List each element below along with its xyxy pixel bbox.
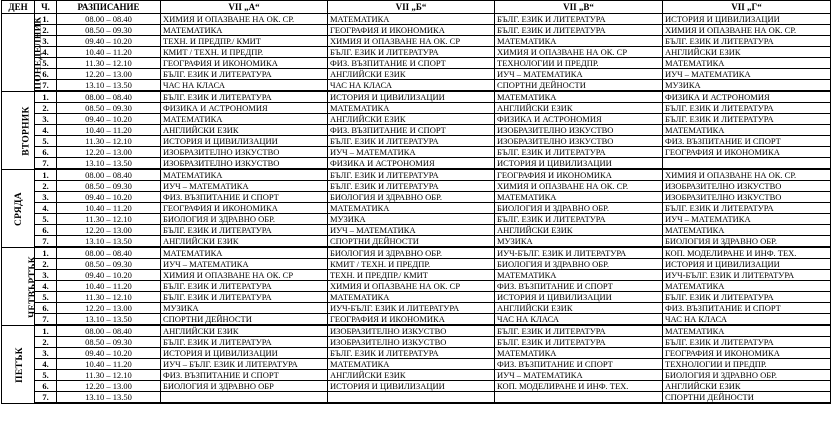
period-time: 09.40 – 10.20 <box>57 270 161 281</box>
day-label: СРЯДА <box>13 191 24 226</box>
subject-cell-a: СПОРТНИ ДЕЙНОСТИ <box>161 314 328 326</box>
period-number: 5. <box>35 58 57 69</box>
period-number: 6. <box>35 147 57 158</box>
table-row <box>2 270 831 281</box>
subject-cell-d: БЪЛГ. ЕЗИК И ЛИТЕРАТУРА <box>663 203 831 214</box>
subject-cell-c: ИСТОРИЯ И ЦИВИЛИЗАЦИИ <box>495 158 663 170</box>
subject-cell-a: ИСТОРИЯ И ЦИВИЛИЗАЦИИ <box>161 136 328 147</box>
period-number: 6. <box>35 381 57 392</box>
subject-cell-c: ХИМИЯ И ОПАЗВАНЕ НА ОК. СР. <box>495 181 663 192</box>
subject-cell-d: АНГЛИЙСКИ ЕЗИК <box>663 381 831 392</box>
subject-cell-d: МУЗИКА <box>663 80 831 92</box>
header-row <box>2 1 831 14</box>
period-time: 13.10 – 13.50 <box>57 392 161 404</box>
period-number: 1. <box>35 247 57 259</box>
subject-cell-c: ГЕОГРАФИЯ И ИКОНОМИКА <box>495 169 663 181</box>
table-row <box>2 325 831 337</box>
table-row <box>2 25 831 36</box>
period-number: 6. <box>35 69 57 80</box>
subject-cell-c: БЪЛГ. ЕЗИК И ЛИТЕРАТУРА <box>495 325 663 337</box>
period-number: 7. <box>35 80 57 92</box>
period-time: 12.20 – 13.00 <box>57 381 161 392</box>
period-number: 3. <box>35 348 57 359</box>
period-time: 13.10 – 13.50 <box>57 158 161 170</box>
period-time: 09.40 – 10.20 <box>57 192 161 203</box>
header-class-b: VII „Б“ <box>328 1 495 14</box>
subject-cell-a: МАТЕМАТИКА <box>161 114 328 125</box>
subject-cell-c: ТЕХНОЛОГИИ И ПРЕДПР. <box>495 58 663 69</box>
period-number: 5. <box>35 214 57 225</box>
subject-cell-b: БЪЛГ. ЕЗИК И ЛИТЕРАТУРА <box>328 136 495 147</box>
header-time: РАЗПИСАНИЕ <box>57 1 161 14</box>
period-number: 3. <box>35 36 57 47</box>
subject-cell-c: МАТЕМАТИКА <box>495 348 663 359</box>
subject-cell-b: МАТЕМАТИКА <box>328 203 495 214</box>
table-row <box>2 136 831 147</box>
table-row <box>2 225 831 236</box>
subject-cell-b: БЪЛГ. ЕЗИК И ЛИТЕРАТУРА <box>328 47 495 58</box>
subject-cell-d: ИСТОРИЯ И ЦИВИЛИЗАЦИИ <box>663 259 831 270</box>
table-row <box>2 58 831 69</box>
subject-cell-a: ФИЗ. ВЪЗПИТАНИЕ И СПОРТ <box>161 370 328 381</box>
table-row <box>2 69 831 80</box>
table-row <box>2 259 831 270</box>
subject-cell-b: МАТЕМАТИКА <box>328 359 495 370</box>
day-cell <box>2 91 35 169</box>
subject-cell-a: КМИТ / ТЕХН. И ПРЕДПР. <box>161 47 328 58</box>
table-row <box>2 169 831 181</box>
subject-cell-b: ФИЗИКА И АСТРОНОМИЯ <box>328 158 495 170</box>
subject-cell-c: ФИЗИКА И АСТРОНОМИЯ <box>495 114 663 125</box>
subject-cell-a: БЪЛГ. ЕЗИК И ЛИТЕРАТУРА <box>161 281 328 292</box>
subject-cell-c: АНГЛИЙСКИ ЕЗИК <box>495 103 663 114</box>
table-row <box>2 203 831 214</box>
subject-cell-a <box>161 392 328 404</box>
subject-cell-a: ТЕХН. И ПРЕДПР./ КМИТ <box>161 36 328 47</box>
subject-cell-d: ИУЧ-БЪЛГ. ЕЗИК И ЛИТЕРАТУРА <box>663 270 831 281</box>
subject-cell-c: БИОЛОГИЯ И ЗДРАВНО ОБР. <box>495 203 663 214</box>
subject-cell-c: АНГЛИЙСКИ ЕЗИК <box>495 303 663 314</box>
subject-cell-a: МАТЕМАТИКА <box>161 25 328 36</box>
period-number: 6. <box>35 225 57 236</box>
subject-cell-d <box>663 158 831 170</box>
subject-cell-a: ФИЗ. ВЪЗПИТАНИЕ И СПОРТ <box>161 192 328 203</box>
table-row <box>2 303 831 314</box>
subject-cell-d: БЪЛГ. ЕЗИК И ЛИТЕРАТУРА <box>663 337 831 348</box>
table-row <box>2 381 831 392</box>
subject-cell-b: ИУЧ – МАТЕМАТИКА <box>328 147 495 158</box>
subject-cell-d: ИЗОБРАЗИТЕЛНО ИЗКУСТВО <box>663 192 831 203</box>
subject-cell-b: БИОЛОГИЯ И ЗДРАВНО ОБР. <box>328 192 495 203</box>
subject-cell-b: ЧАС НА КЛАСА <box>328 80 495 92</box>
subject-cell-a: БЪЛГ. ЕЗИК И ЛИТЕРАТУРА <box>161 337 328 348</box>
period-number: 4. <box>35 125 57 136</box>
table-row <box>2 91 831 103</box>
subject-cell-c: ИЗОБРАЗИТЕЛНО ИЗКУСТВО <box>495 136 663 147</box>
subject-cell-d: ФИЗ. ВЪЗПИТАНИЕ И СПОРТ <box>663 136 831 147</box>
period-time: 11.30 – 12.10 <box>57 214 161 225</box>
table-row <box>2 103 831 114</box>
period-number: 2. <box>35 259 57 270</box>
table-row <box>2 158 831 170</box>
subject-cell-b: БЪЛГ. ЕЗИК И ЛИТЕРАТУРА <box>328 181 495 192</box>
period-time: 11.30 – 12.10 <box>57 58 161 69</box>
subject-cell-b: МАТЕМАТИКА <box>328 14 495 25</box>
subject-cell-c: ЧАС НА КЛАСА <box>495 314 663 326</box>
period-time: 10.40 – 11.20 <box>57 203 161 214</box>
subject-cell-c: БЪЛГ. ЕЗИК И ЛИТЕРАТУРА <box>495 14 663 25</box>
subject-cell-c: ИСТОРИЯ И ЦИВИЛИЗАЦИИ <box>495 292 663 303</box>
subject-cell-d: МАТЕМАТИКА <box>663 325 831 337</box>
period-time: 08.00 – 08.40 <box>57 169 161 181</box>
period-number: 4. <box>35 359 57 370</box>
table-row <box>2 247 831 259</box>
period-time: 12.20 – 13.00 <box>57 147 161 158</box>
period-time: 11.30 – 12.10 <box>57 370 161 381</box>
day-cell <box>2 325 35 403</box>
period-number: 4. <box>35 203 57 214</box>
subject-cell-c: БЪЛГ. ЕЗИК И ЛИТЕРАТУРА <box>495 147 663 158</box>
period-number: 1. <box>35 325 57 337</box>
subject-cell-c: АНГЛИЙСКИ ЕЗИК <box>495 225 663 236</box>
table-row <box>2 214 831 225</box>
period-number: 1. <box>35 14 57 25</box>
subject-cell-b: КМИТ / ТЕХН. И ПРЕДПР. <box>328 259 495 270</box>
table-row <box>2 192 831 203</box>
table-row <box>2 292 831 303</box>
subject-cell-c: КОП. МОДЕЛИРАНЕ И ИНФ. ТЕХ. <box>495 381 663 392</box>
subject-cell-c: ИУЧ – МАТЕМАТИКА <box>495 370 663 381</box>
subject-cell-d: БЪЛГ. ЕЗИК И ЛИТЕРАТУРА <box>663 292 831 303</box>
subject-cell-c: ФИЗ. ВЪЗПИТАНИЕ И СПОРТ <box>495 359 663 370</box>
period-number: 5. <box>35 292 57 303</box>
subject-cell-c: БЪЛГ. ЕЗИК И ЛИТЕРАТУРА <box>495 214 663 225</box>
period-number: 2. <box>35 103 57 114</box>
subject-cell-b <box>328 392 495 404</box>
period-time: 12.20 – 13.00 <box>57 69 161 80</box>
subject-cell-c: БИОЛОГИЯ И ЗДРАВНО ОБР. <box>495 259 663 270</box>
subject-cell-b: ТЕХН. И ПРЕДПР./ КМИТ <box>328 270 495 281</box>
period-time: 09.40 – 10.20 <box>57 348 161 359</box>
subject-cell-a: БЪЛГ. ЕЗИК И ЛИТЕРАТУРА <box>161 292 328 303</box>
period-time: 12.20 – 13.00 <box>57 303 161 314</box>
table-row <box>2 14 831 25</box>
period-time: 08.50 – 09.30 <box>57 25 161 36</box>
subject-cell-a: АНГЛИЙСКИ ЕЗИК <box>161 236 328 248</box>
subject-cell-b: ГЕОГРАФИЯ И ИКОНОМИКА <box>328 314 495 326</box>
subject-cell-a: ИУЧ – БЪЛГ. ЕЗИК И ЛИТЕРАТУРА <box>161 359 328 370</box>
day-label: ЧЕТВЪРТЪК <box>27 255 38 318</box>
subject-cell-a: ФИЗИКА И АСТРОНОМИЯ <box>161 103 328 114</box>
subject-cell-b: БЪЛГ. ЕЗИК И ЛИТЕРАТУРА <box>328 348 495 359</box>
period-time: 08.00 – 08.40 <box>57 91 161 103</box>
subject-cell-a: ИСТОРИЯ И ЦИВИЛИЗАЦИИ <box>161 348 328 359</box>
subject-cell-b: ХИМИЯ И ОПАЗВАНЕ НА ОК. СР <box>328 281 495 292</box>
day-cell <box>2 247 38 325</box>
table-row <box>2 80 831 92</box>
period-time: 10.40 – 11.20 <box>57 47 161 58</box>
subject-cell-b: ГЕОГРАФИЯ И ИКОНОМИКА <box>328 25 495 36</box>
subject-cell-d: ФИЗ. ВЪЗПИТАНИЕ И СПОРТ <box>663 303 831 314</box>
subject-cell-b: ИУЧ-БЪЛГ. ЕЗИК И ЛИТЕРАТУРА <box>328 303 495 314</box>
subject-cell-a: ХИМИЯ И ОПАЗВАНЕ НА ОК. СР. <box>161 14 328 25</box>
period-time: 10.40 – 11.20 <box>57 281 161 292</box>
period-number: 4. <box>35 281 57 292</box>
table-row <box>2 314 831 326</box>
schedule-body <box>2 14 831 404</box>
table-row <box>2 348 831 359</box>
subject-cell-b: МУЗИКА <box>328 214 495 225</box>
header-num: Ч. <box>35 1 57 14</box>
period-number: 6. <box>35 303 57 314</box>
subject-cell-b: МАТЕМАТИКА <box>328 292 495 303</box>
period-number: 4. <box>35 47 57 58</box>
subject-cell-c: ИУЧ-БЪЛГ. ЕЗИК И ЛИТЕРАТУРА <box>495 247 663 259</box>
period-number: 2. <box>35 25 57 36</box>
subject-cell-c: МАТЕМАТИКА <box>495 91 663 103</box>
period-time: 08.50 – 09.30 <box>57 103 161 114</box>
period-time: 12.20 – 13.00 <box>57 225 161 236</box>
period-time: 08.00 – 08.40 <box>57 325 161 337</box>
subject-cell-c <box>495 392 663 404</box>
subject-cell-a: МУЗИКА <box>161 303 328 314</box>
subject-cell-a: ЧАС НА КЛАСА <box>161 80 328 92</box>
subject-cell-a: ИУЧ – МАТЕМАТИКА <box>161 181 328 192</box>
subject-cell-c: ИЗОБРАЗИТЕЛНО ИЗКУСТВО <box>495 125 663 136</box>
table-row <box>2 47 831 58</box>
subject-cell-a: БЪЛГ. ЕЗИК И ЛИТЕРАТУРА <box>161 225 328 236</box>
subject-cell-a: БИОЛОГИЯ И ЗДРАВНО ОБР. <box>161 214 328 225</box>
period-time: 09.40 – 10.20 <box>57 36 161 47</box>
period-time: 13.10 – 13.50 <box>57 80 161 92</box>
subject-cell-c: ИУЧ – МАТЕМАТИКА <box>495 69 663 80</box>
period-time: 11.30 – 12.10 <box>57 292 161 303</box>
subject-cell-d: ИЗОБРАЗИТЕЛНО ИЗКУСТВО <box>663 181 831 192</box>
subject-cell-c: БЪЛГ. ЕЗИК И ЛИТЕРАТУРА <box>495 337 663 348</box>
period-time: 08.50 – 09.30 <box>57 181 161 192</box>
period-number: 5. <box>35 136 57 147</box>
table-row <box>2 36 831 47</box>
subject-cell-b: БИОЛОГИЯ И ЗДРАВНО ОБР. <box>328 247 495 259</box>
subject-cell-c: МАТЕМАТИКА <box>495 192 663 203</box>
subject-cell-b: ИСТОРИЯ И ЦИВИЛИЗАЦИИ <box>328 381 495 392</box>
period-time: 10.40 – 11.20 <box>57 359 161 370</box>
table-row <box>2 147 831 158</box>
subject-cell-d: ГЕОГРАФИЯ И ИКОНОМИКА <box>663 147 831 158</box>
period-number: 1. <box>35 91 57 103</box>
subject-cell-a: ИЗОБРАЗИТЕЛНО ИЗКУСТВО <box>161 158 328 170</box>
subject-cell-a: АНГЛИЙСКИ ЕЗИК <box>161 325 328 337</box>
subject-cell-d: ГЕОГРАФИЯ И ИКОНОМИКА <box>663 348 831 359</box>
subject-cell-b: АНГЛИЙСКИ ЕЗИК <box>328 114 495 125</box>
subject-cell-b: ИУЧ – МАТЕМАТИКА <box>328 225 495 236</box>
period-number: 3. <box>35 270 57 281</box>
subject-cell-b: МАТЕМАТИКА <box>328 103 495 114</box>
subject-cell-b: ИЗОБРАЗИТЕЛНО ИЗКУСТВО <box>328 325 495 337</box>
table-row <box>2 181 831 192</box>
period-time: 13.10 – 13.50 <box>57 236 161 248</box>
table-row <box>2 281 831 292</box>
subject-cell-d: БЪЛГ. ЕЗИК И ЛИТЕРАТУРА <box>663 36 831 47</box>
subject-cell-d: МАТЕМАТИКА <box>663 58 831 69</box>
header-class-a: VII „А“ <box>161 1 328 14</box>
subject-cell-a: БИОЛОГИЯ И ЗДРАВНО ОБР <box>161 381 328 392</box>
subject-cell-d: МАТЕМАТИКА <box>663 225 831 236</box>
table-row <box>2 392 831 404</box>
subject-cell-d: ТЕХНОЛОГИИ И ПРЕДПР. <box>663 359 831 370</box>
period-number: 7. <box>35 236 57 248</box>
period-number: 5. <box>35 370 57 381</box>
subject-cell-a: ХИМИЯ И ОПАЗВАНЕ НА ОК. СР <box>161 270 328 281</box>
subject-cell-d: ИУЧ – МАТЕМАТИКА <box>663 69 831 80</box>
table-row <box>2 236 831 248</box>
subject-cell-c: МАТЕМАТИКА <box>495 36 663 47</box>
table-row <box>2 359 831 370</box>
subject-cell-d: ХИМИЯ И ОПАЗВАНЕ НА ОК. СР. <box>663 25 831 36</box>
subject-cell-a: БЪЛГ. ЕЗИК И ЛИТЕРАТУРА <box>161 69 328 80</box>
subject-cell-a: ГЕОГРАФИЯ И ИКОНОМИКА <box>161 203 328 214</box>
day-label: ПЕТЪК <box>14 346 25 383</box>
subject-cell-d: БИОЛОГИЯ И ЗДРАВНО ОБР. <box>663 370 831 381</box>
subject-cell-b: ФИЗ. ВЪЗПИТАНИЕ И СПОРТ <box>328 125 495 136</box>
header-class-d: VII „Г“ <box>663 1 831 14</box>
header-class-c: VII „В“ <box>495 1 663 14</box>
subject-cell-d: ЧАС НА КЛАСА <box>663 314 831 326</box>
subject-cell-b: СПОРТНИ ДЕЙНОСТИ <box>328 236 495 248</box>
subject-cell-b: ХИМИЯ И ОПАЗВАНЕ НА ОК. СР <box>328 36 495 47</box>
subject-cell-a: МАТЕМАТИКА <box>161 247 328 259</box>
subject-cell-a: МАТЕМАТИКА <box>161 169 328 181</box>
subject-cell-d: ФИЗИКА И АСТРОНОМИЯ <box>663 91 831 103</box>
subject-cell-a: ИЗОБРАЗИТЕЛНО ИЗКУСТВО <box>161 147 328 158</box>
subject-cell-d: БЪЛГ. ЕЗИК И ЛИТЕРАТУРА <box>663 114 831 125</box>
day-cell <box>2 169 35 247</box>
period-number: 7. <box>35 158 57 170</box>
subject-cell-a: ИУЧ – МАТЕМАТИКА <box>161 259 328 270</box>
subject-cell-b: ФИЗ. ВЪЗПИТАНИЕ И СПОРТ <box>328 58 495 69</box>
day-label: ВТОРНИК <box>21 105 32 156</box>
subject-cell-d: ХИМИЯ И ОПАЗВАНЕ НА ОК. СР. <box>663 169 831 181</box>
subject-cell-c: ФИЗ. ВЪЗПИТАНИЕ И СПОРТ <box>495 281 663 292</box>
subject-cell-b: БЪЛГ. ЕЗИК И ЛИТЕРАТУРА <box>328 169 495 181</box>
table-row <box>2 370 831 381</box>
period-number: 7. <box>35 314 57 326</box>
schedule-table <box>1 0 831 404</box>
subject-cell-a: ГЕОГРАФИЯ И ИКОНОМИКА <box>161 58 328 69</box>
subject-cell-d: КОП. МОДЕЛИРАНЕ И ИНФ. ТЕХ. <box>663 247 831 259</box>
period-number: 3. <box>35 114 57 125</box>
day-label: ПОНЕДЕЛНИК <box>33 16 44 90</box>
day-cell <box>2 14 44 92</box>
subject-cell-d: МАТЕМАТИКА <box>663 125 831 136</box>
subject-cell-c: МАТЕМАТИКА <box>495 270 663 281</box>
subject-cell-b: ИЗОБРАЗИТЕЛНО ИЗКУСТВО <box>328 337 495 348</box>
subject-cell-d: СПОРТНИ ДЕЙНОСТИ <box>663 392 831 404</box>
period-number: 1. <box>35 169 57 181</box>
subject-cell-c: ХИМИЯ И ОПАЗВАНЕ НА ОК. СР <box>495 47 663 58</box>
period-time: 09.40 – 10.20 <box>57 114 161 125</box>
subject-cell-c: МУЗИКА <box>495 236 663 248</box>
period-time: 08.00 – 08.40 <box>57 247 161 259</box>
period-time: 11.30 – 12.10 <box>57 136 161 147</box>
subject-cell-d: БЪЛГ. ЕЗИК И ЛИТЕРАТУРА <box>663 103 831 114</box>
period-number: 2. <box>35 337 57 348</box>
subject-cell-c: СПОРТНИ ДЕЙНОСТИ <box>495 80 663 92</box>
table-row <box>2 114 831 125</box>
subject-cell-b: АНГЛИЙСКИ ЕЗИК <box>328 69 495 80</box>
subject-cell-a: БЪЛГ. ЕЗИК И ЛИТЕРАТУРА <box>161 91 328 103</box>
subject-cell-d: БИОЛОГИЯ И ЗДРАВНО ОБР. <box>663 236 831 248</box>
period-time: 08.50 – 09.30 <box>57 337 161 348</box>
period-number: 3. <box>35 192 57 203</box>
table-row <box>2 337 831 348</box>
subject-cell-d: ИУЧ – МАТЕМАТИКА <box>663 214 831 225</box>
subject-cell-b: АНГЛИЙСКИ ЕЗИК <box>328 370 495 381</box>
subject-cell-d: МАТЕМАТИКА <box>663 281 831 292</box>
period-number: 7. <box>35 392 57 404</box>
subject-cell-b: ИСТОРИЯ И ЦИВИЛИЗАЦИИ <box>328 91 495 103</box>
header-day: ДЕН <box>2 1 35 14</box>
period-number: 2. <box>35 181 57 192</box>
period-time: 08.00 – 08.40 <box>57 14 161 25</box>
subject-cell-d: ИСТОРИЯ И ЦИВИЛИЗАЦИИ <box>663 14 831 25</box>
subject-cell-a: АНГЛИЙСКИ ЕЗИК <box>161 125 328 136</box>
period-time: 10.40 – 11.20 <box>57 125 161 136</box>
subject-cell-d: АНГЛИЙСКИ ЕЗИК <box>663 47 831 58</box>
table-row <box>2 125 831 136</box>
period-time: 08.50 – 09.30 <box>57 259 161 270</box>
subject-cell-c: БЪЛГ. ЕЗИК И ЛИТЕРАТУРА <box>495 25 663 36</box>
period-time: 13.10 – 13.50 <box>57 314 161 326</box>
